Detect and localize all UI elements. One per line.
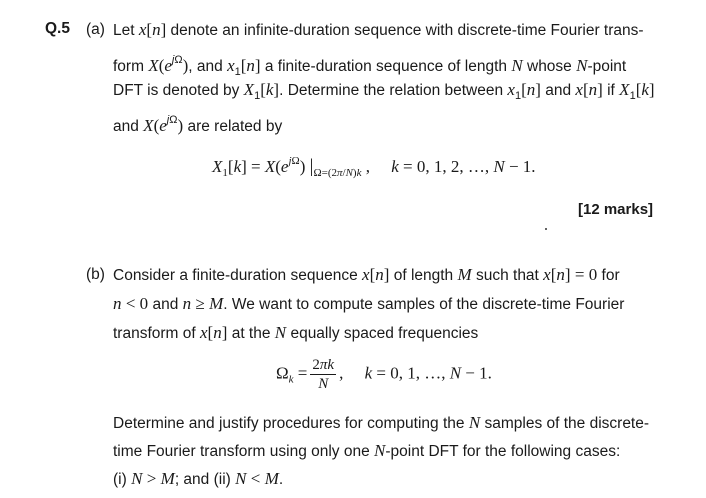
part-a-equation: $X_1[k] = X(e^{j\Omega})$ $|_{\Omega=(2\pi/N)k}$ , k = 0, 1, 2, …, N − 1. (212, 155, 536, 179)
part-b-after-line-2: time Fourier transform using only one N-point DFT for the following cases: (113, 441, 621, 460)
part-a-line-2: form $X(e^{j\Omega})$, and $x_1[n]$ a finite-duration sequence of length N whose N-point (113, 54, 627, 78)
part-a-line-4: and $X(e^{j\Omega})$ are related by (113, 114, 283, 135)
part-b-line-3: transform of x[n] at the N equally spaced frequencies (113, 323, 479, 342)
part-b-equation: $\Omega_k$ = $\frac{2\pi k}{N}$ , k = 0, 1, …, N − 1. (276, 357, 492, 392)
part-b-line-1: Consider a finite-duration sequence x[n] of length M such that x[n] = 0 for (113, 265, 620, 284)
part-a-label: (a) (86, 21, 105, 38)
part-b-after-line-1: Determine and justify procedures for computing the N samples of the discrete- (113, 413, 650, 432)
part-b-after-line-3: (i) N > M; and (ii) N < M. (113, 469, 284, 488)
part-b-label: (b) (86, 266, 105, 283)
question-number: Q.5 (45, 20, 70, 37)
part-b-line-2: n < 0 and n ≥ M. We want to compute samples of the discrete-time Fourier (113, 294, 625, 313)
part-a-line-3: DFT is denoted by $X_1[k]$. Determine the relation between $x_1[n]$ and x[n] if $X_1[k]$ (113, 80, 655, 102)
part-a-line-1: Let x[n] denote an infinite-duration sequence with discrete-time Fourier trans- (113, 20, 644, 39)
part-a-marks: [12 marks] (578, 201, 654, 218)
stray-dot (545, 228, 547, 230)
